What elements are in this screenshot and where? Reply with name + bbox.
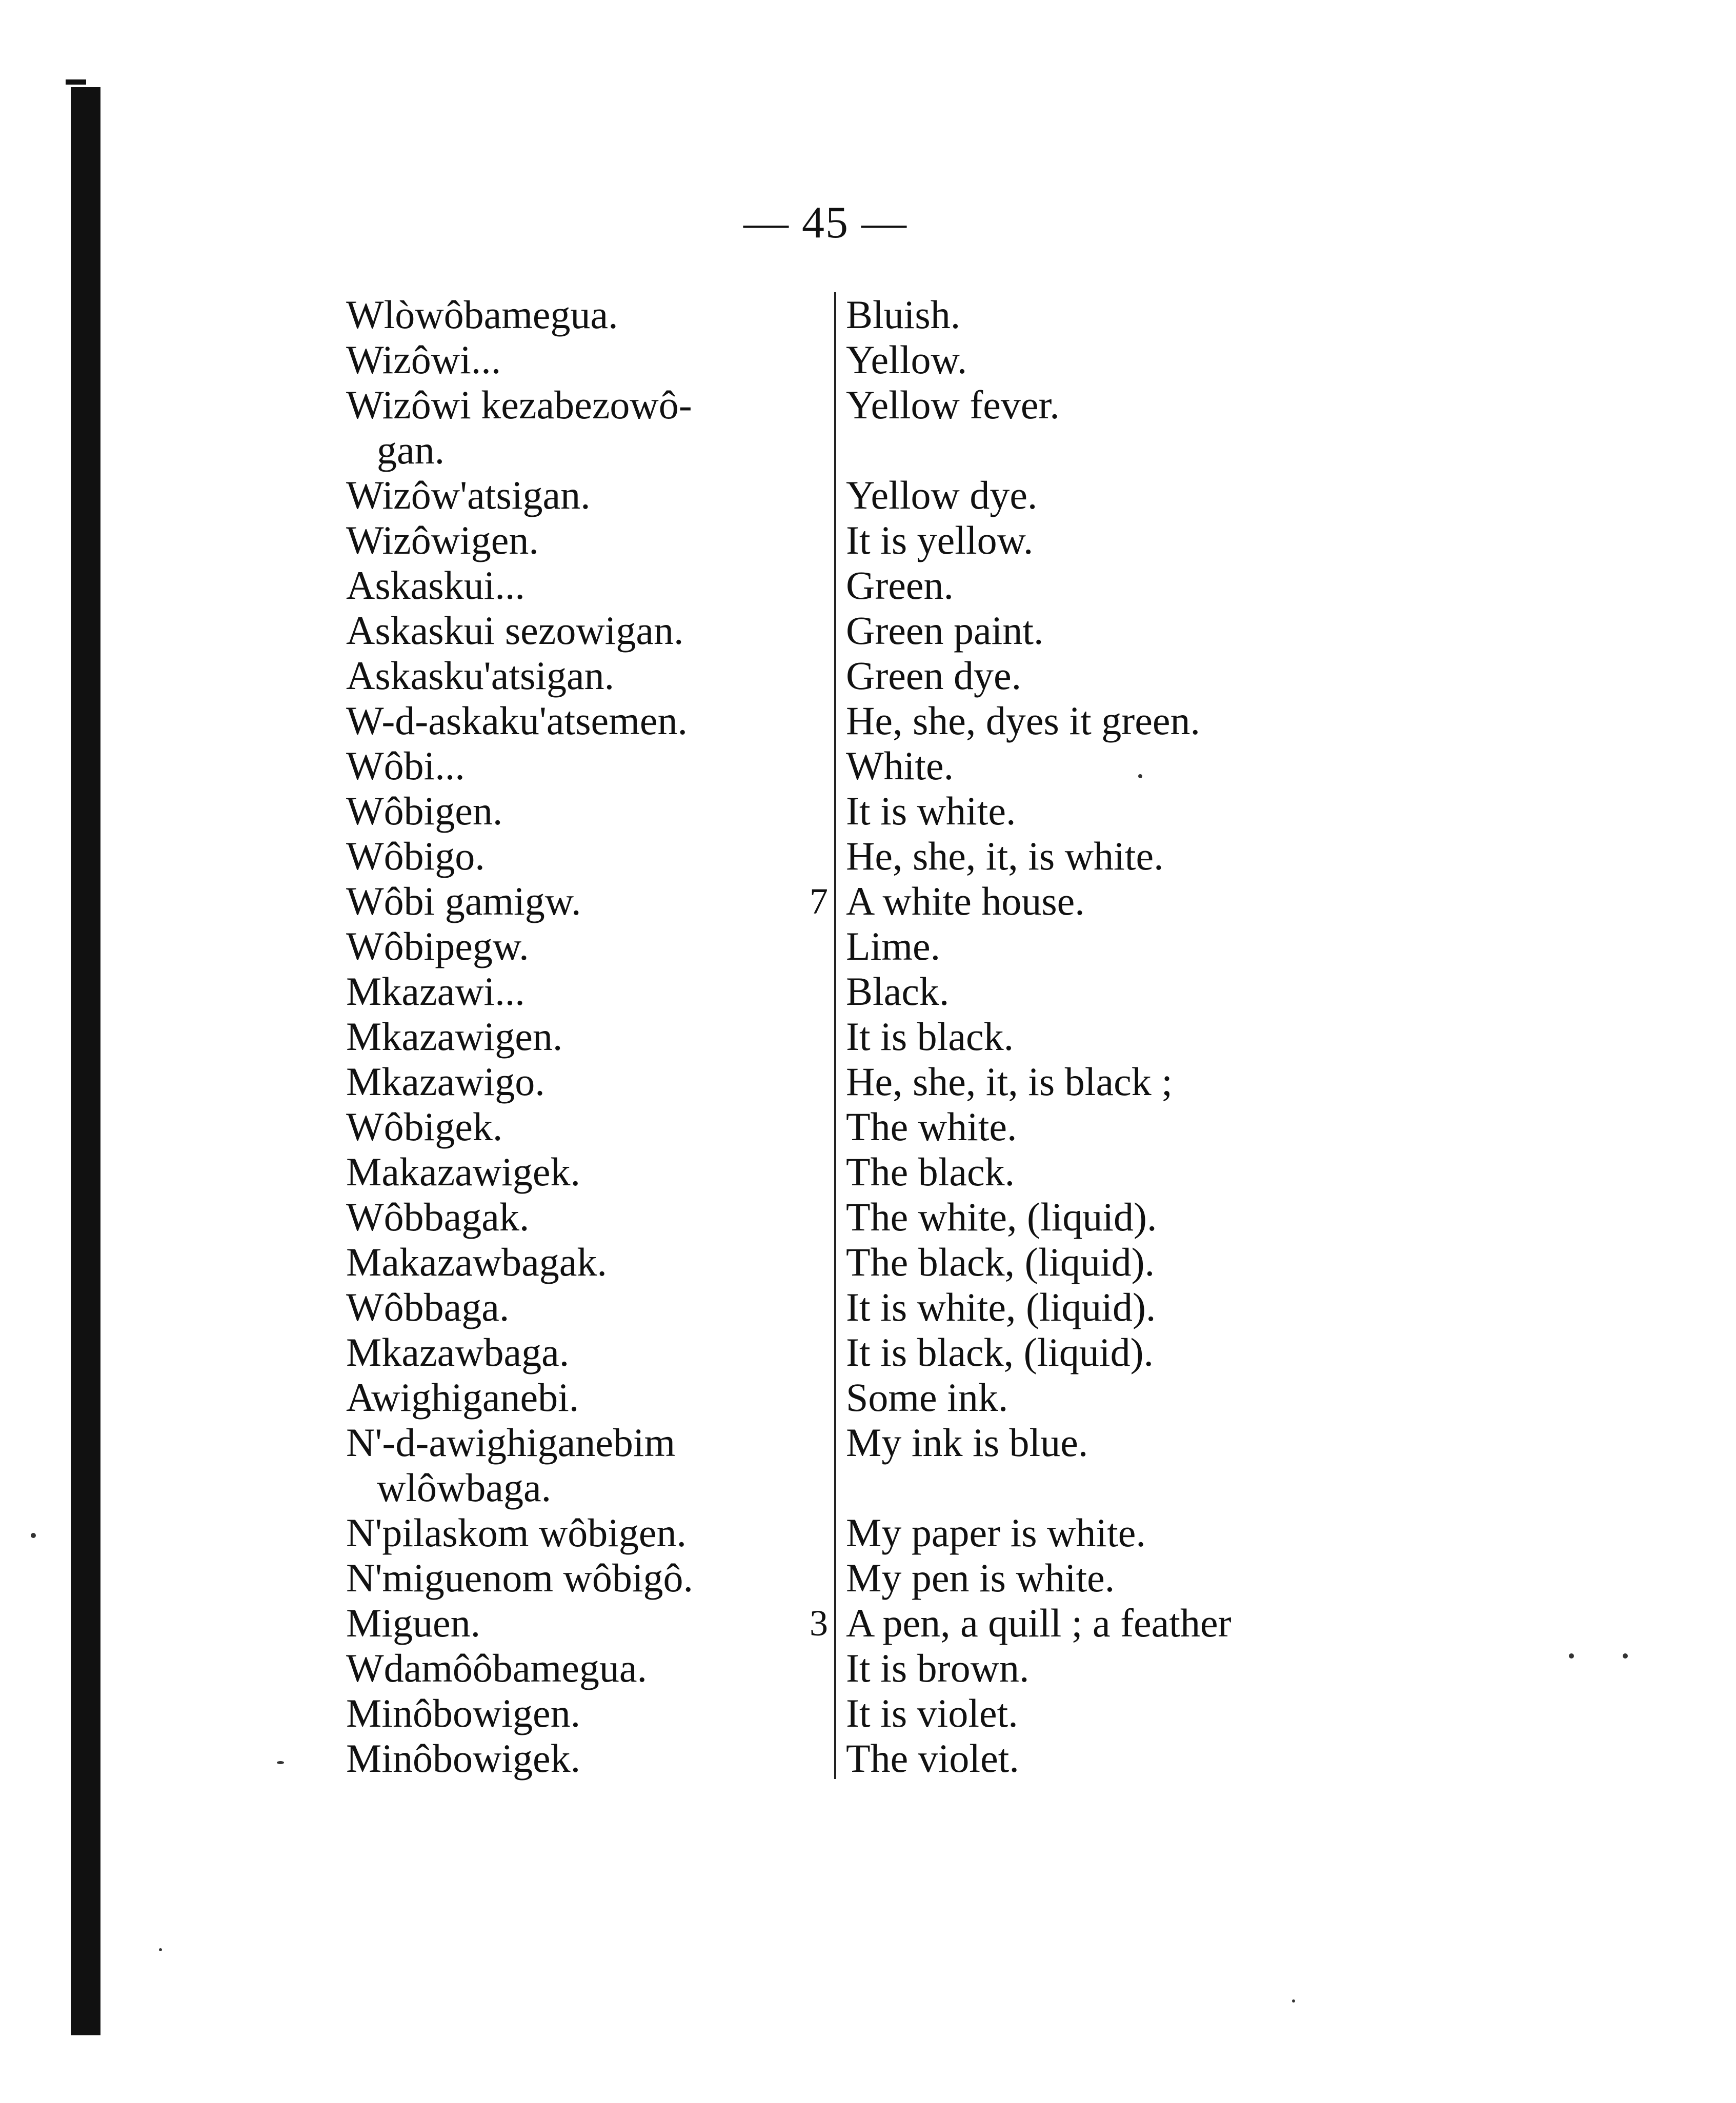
entry-term-text: Mkazawbaga. — [346, 1330, 570, 1374]
entry-term-text: Minôbowigen. — [346, 1691, 581, 1735]
entry-term — [346, 608, 808, 653]
vocabulary-entry — [0, 292, 1736, 338]
entry-term — [346, 1510, 808, 1555]
entry-definition: The violet. — [846, 1736, 1019, 1781]
vocabulary-entry — [0, 1646, 1736, 1692]
entry-definition: My paper is white. — [846, 1510, 1146, 1555]
entry-term-text: Askaskui sezowigan. — [346, 608, 684, 653]
entry-definition: The white, (liquid). — [846, 1195, 1157, 1239]
entry-term-text: Minôbowigek. — [346, 1736, 581, 1781]
entry-term-continuation: gan. — [377, 428, 445, 472]
entry-definition: It is brown. — [846, 1646, 1030, 1690]
entry-term-text: Awighiganebi. — [346, 1375, 579, 1420]
vocabulary-entry — [0, 1420, 1736, 1510]
entry-definition: My pen is white. — [846, 1555, 1115, 1600]
vocabulary-entry — [0, 924, 1736, 970]
vocabulary-entry — [0, 879, 1736, 925]
entry-definition: The black, (liquid). — [846, 1240, 1155, 1284]
vocabulary-entry — [0, 1375, 1736, 1421]
entry-term — [346, 292, 808, 337]
entry-term — [346, 1014, 808, 1059]
vocabulary-entry — [0, 337, 1736, 383]
entry-term — [346, 1646, 808, 1691]
vocabulary-entry — [0, 969, 1736, 1015]
entry-term-text: N'-d-awighiganebim — [346, 1420, 676, 1465]
entry-term — [346, 1736, 808, 1781]
entry-term-text: Wizôw'atsigan. — [346, 473, 591, 517]
entry-term — [346, 698, 808, 743]
vocabulary-entry — [0, 698, 1736, 744]
entry-term-text: Wlòwôbamegua. — [346, 292, 618, 337]
entry-definition: It is white. — [846, 788, 1016, 833]
entry-definition: He, she, it, is white. — [846, 834, 1164, 878]
entry-definition: It is black. — [846, 1014, 1014, 1059]
print-speck — [1569, 1653, 1574, 1659]
entry-term-text: Wôbigen. — [346, 788, 503, 833]
entry-term-text: Wdamôôbamegua. — [346, 1646, 647, 1690]
entry-term-text: Makazawigek. — [346, 1149, 580, 1194]
entry-term-continuation: wlôwbaga. — [377, 1465, 552, 1510]
entry-definition: Green dye. — [846, 653, 1022, 698]
entry-term — [346, 1149, 808, 1195]
entry-term — [346, 1285, 808, 1330]
entry-definition: He, she, it, is black ; — [846, 1059, 1173, 1104]
entry-term-text: Wizôwi... — [346, 337, 501, 382]
entry-definition: A pen, a quill ; a feather — [846, 1601, 1232, 1645]
entry-term — [346, 788, 808, 834]
entry-definition: Green. — [846, 563, 954, 608]
entry-definition: Bluish. — [846, 292, 961, 337]
vocabulary-entry — [0, 1195, 1736, 1241]
entry-term — [346, 382, 808, 473]
vocabulary-entry — [0, 788, 1736, 835]
entry-term-text: Mkazawigo. — [346, 1059, 545, 1104]
entry-definition: A white house. — [846, 879, 1085, 923]
entry-term-text: Wôbipegw. — [346, 924, 529, 968]
entry-definition: It is violet. — [846, 1691, 1018, 1735]
entry-term-text: Wôbigek. — [346, 1104, 503, 1149]
print-speck — [31, 1533, 36, 1538]
entry-term — [346, 473, 808, 518]
vocabulary-entry — [0, 1555, 1736, 1602]
margin-mark: 3 — [810, 1603, 828, 1644]
entry-definition: Lime. — [846, 924, 941, 968]
vocabulary-entry — [0, 518, 1736, 564]
vocabulary-entry — [0, 1736, 1736, 1782]
entry-term — [346, 969, 808, 1014]
entry-term — [346, 337, 808, 382]
vocabulary-entry — [0, 563, 1736, 609]
entry-term — [346, 1195, 808, 1240]
vocabulary-entry — [0, 1691, 1736, 1737]
vocabulary-entry — [0, 1510, 1736, 1556]
entry-definition: The white. — [846, 1104, 1017, 1149]
entry-definition: Green paint. — [846, 608, 1044, 653]
entry-definition: Yellow. — [846, 337, 967, 382]
entry-definition: The black. — [846, 1149, 1015, 1194]
vocabulary-entry — [0, 1285, 1736, 1331]
entry-term-text: N'pilaskom wôbigen. — [346, 1510, 687, 1555]
entry-term-text: Wizôwi kezabezowô- — [346, 382, 692, 427]
entry-term — [346, 518, 808, 563]
entry-definition: It is black, (liquid). — [846, 1330, 1154, 1374]
entry-term-text: W-d-askaku'atsemen. — [346, 698, 688, 743]
entry-term — [346, 743, 808, 788]
vocabulary-entry — [0, 1149, 1736, 1196]
entry-term-text: Miguen. — [346, 1601, 481, 1645]
entry-term-text: Askasku'atsigan. — [346, 653, 615, 698]
entry-definition: White. — [846, 743, 954, 788]
entry-term — [346, 563, 808, 608]
entry-definition: It is yellow. — [846, 518, 1034, 562]
entry-definition: Black. — [846, 969, 950, 1014]
entry-definition: It is white, (liquid). — [846, 1285, 1156, 1329]
print-speck — [1138, 774, 1142, 778]
print-speck — [277, 1761, 284, 1764]
entry-term — [346, 1691, 808, 1736]
entry-term — [346, 1420, 808, 1510]
entry-term — [346, 879, 808, 924]
entry-definition: Yellow dye. — [846, 473, 1038, 517]
vocabulary-entry — [0, 1240, 1736, 1286]
vocabulary-entry — [0, 1104, 1736, 1150]
entry-term — [346, 1330, 808, 1375]
entry-term — [346, 924, 808, 969]
entry-term-text: Wôbbagak. — [346, 1195, 530, 1239]
vocabulary-entry — [0, 1330, 1736, 1376]
entry-term-text: Wizôwigen. — [346, 518, 539, 562]
entry-definition: Some ink. — [846, 1375, 1008, 1420]
vocabulary-entry — [0, 653, 1736, 699]
vocabulary-entry — [0, 1601, 1736, 1647]
entry-term — [346, 1555, 808, 1601]
entry-term — [346, 1059, 808, 1104]
vocabulary-entry — [0, 743, 1736, 790]
vocabulary-entry — [0, 473, 1736, 519]
vocabulary-entry — [0, 382, 1736, 473]
entry-term — [346, 834, 808, 879]
entry-term-text: Wôbi gamigw. — [346, 879, 581, 923]
vocabulary-entry — [0, 1014, 1736, 1060]
entry-term-text: Wôbbaga. — [346, 1285, 510, 1329]
entry-term-text: Mkazawigen. — [346, 1014, 563, 1059]
entry-definition: My ink is blue. — [846, 1420, 1088, 1465]
entry-term-text: Askaskui... — [346, 563, 525, 608]
entry-term — [346, 1104, 808, 1149]
vocabulary-entry — [0, 834, 1736, 880]
print-speck — [159, 1948, 162, 1951]
entry-definition: Yellow fever. — [846, 382, 1060, 427]
print-speck — [1292, 1999, 1295, 2003]
entry-term-text: Wôbi... — [346, 743, 465, 788]
entry-term — [346, 1240, 808, 1285]
entry-term-text: N'miguenom wôbigô. — [346, 1555, 694, 1600]
vocabulary-entry — [0, 1059, 1736, 1105]
page-number: — 45 — — [743, 198, 907, 248]
entry-term — [346, 1601, 808, 1646]
entry-term-text: Makazawbagak. — [346, 1240, 607, 1284]
vocabulary-entry — [0, 608, 1736, 654]
entry-definition: He, she, dyes it green. — [846, 698, 1200, 743]
entry-term-text: Mkazawi... — [346, 969, 525, 1014]
margin-mark: 7 — [810, 881, 828, 922]
entry-term — [346, 1375, 808, 1420]
print-speck — [1623, 1653, 1628, 1659]
entry-term — [346, 653, 808, 698]
entry-term-text: Wôbigo. — [346, 834, 485, 878]
